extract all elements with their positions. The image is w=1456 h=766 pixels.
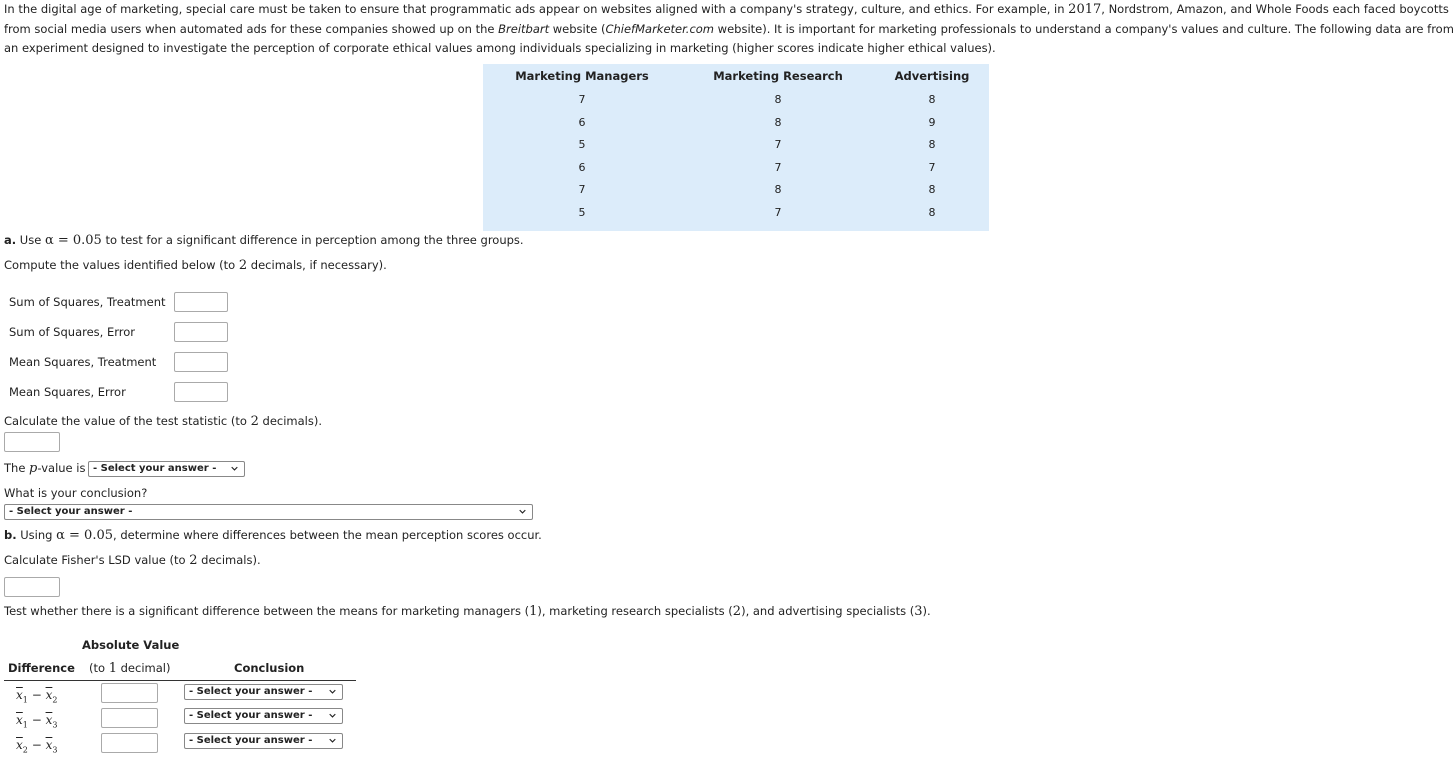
- part-a-prompt: [4, 233, 524, 248]
- lsd-instruction: [4, 553, 261, 568]
- diff-label-2-3: $\overline{x}_2 - \overline{x}_3$: [16, 738, 58, 755]
- test-text: ), and advertising specialists (: [741, 604, 915, 618]
- subscript: 2: [52, 695, 58, 705]
- test-statistic-instruction: [4, 414, 322, 429]
- part-b-label: b.: [4, 528, 17, 542]
- part-a-text: to test for a significant difference in perception among the three groups.: [101, 233, 524, 247]
- cell: 7: [928, 160, 936, 174]
- pvalue-text: The: [4, 461, 30, 475]
- intro-year: 2017: [1068, 2, 1102, 17]
- col-marketing-research: [681, 64, 875, 225]
- decimal-text: decimal): [116, 661, 171, 675]
- ss-error-label: Sum of Squares, Error: [9, 325, 136, 339]
- part-a-label: a.: [4, 233, 17, 247]
- subscript: 1: [22, 720, 28, 730]
- subscript: 3: [52, 745, 58, 755]
- abs-diff-2-3-input[interactable]: [101, 733, 158, 753]
- cell: 8: [928, 93, 936, 106]
- decimal-num: 1: [108, 661, 117, 676]
- select-placeholder: - Select your answer -: [189, 710, 313, 721]
- intro-paragraph: [4, 0, 1454, 59]
- cell: 7: [774, 138, 782, 152]
- abs-diff-1-3-input[interactable]: [101, 708, 158, 728]
- pvalue-select[interactable]: [88, 461, 245, 477]
- compute-text: decimals, if necessary).: [247, 258, 387, 272]
- subscript: 2: [22, 745, 28, 755]
- pvalue-p: p: [29, 461, 38, 476]
- select-placeholder: - Select your answer -: [189, 735, 313, 746]
- table-divider: [4, 680, 356, 681]
- ss-treatment-input[interactable]: [174, 292, 228, 312]
- stat-num: 2: [250, 414, 259, 429]
- intro-text-2: , Nordstrom, Amazon, and Whole Foods each faced boycotts from social media users when automated ads for these companies showed up on the: [4, 2, 1449, 36]
- abs-diff-1-2-input[interactable]: [101, 683, 158, 703]
- pvalue-label: [4, 461, 85, 476]
- cell: 7: [578, 93, 586, 106]
- part-b-prompt: [4, 528, 542, 543]
- cell: 6: [578, 160, 586, 174]
- conclusion-2-3-select[interactable]: [184, 733, 343, 749]
- lsd-text: decimals).: [197, 553, 261, 567]
- ms-treatment-label: Mean Squares, Treatment: [9, 355, 157, 369]
- cell: 7: [578, 183, 586, 197]
- cell: 7: [774, 160, 782, 174]
- group-num: 3: [914, 604, 923, 619]
- lsd-text: Calculate Fisher's LSD value (to: [4, 553, 190, 567]
- part-b-text: , determine where differences between the mean perception scores occur.: [113, 528, 542, 542]
- conclusion-1-3-select[interactable]: [184, 708, 343, 724]
- chevron-down-icon: [231, 465, 238, 472]
- alpha-expression: α = 0.05: [56, 528, 114, 543]
- cell: 7: [774, 205, 782, 219]
- ms-treatment-input[interactable]: [174, 352, 228, 372]
- xbar: $\overline{x}$: [45, 738, 53, 752]
- subscript: 3: [52, 720, 58, 730]
- col-advertising: [875, 64, 989, 225]
- select-placeholder: - Select your answer -: [189, 686, 313, 697]
- intro-text-1: In the digital age of marketing, special care must be taken to ensure that programmatic ads appear on websites aligned with a company's strategy, culture, and ethics. For example, in: [4, 2, 1069, 16]
- chevron-down-icon: [519, 508, 526, 515]
- ms-error-label: Mean Squares, Error: [9, 385, 126, 399]
- header-marketing-managers: Marketing Managers: [515, 69, 649, 83]
- test-statistic-input[interactable]: [4, 432, 60, 452]
- ss-treatment-label: Sum of Squares, Treatment: [9, 295, 166, 309]
- alpha-expression: α = 0.05: [44, 233, 102, 248]
- group-num: 2: [732, 604, 742, 619]
- xbar: $\overline{x}$: [16, 713, 23, 727]
- compute-instruction: [4, 258, 387, 273]
- cell: 5: [578, 205, 586, 219]
- select-placeholder: - Select your answer -: [93, 463, 217, 474]
- cell: 8: [928, 183, 936, 197]
- cell: 8: [928, 138, 936, 152]
- xbar: $\overline{x}$: [16, 738, 23, 752]
- xbar: $\overline{x}$: [45, 688, 53, 702]
- intro-site-breitbart: Breitbart: [498, 21, 550, 36]
- xbar: $\overline{x}$: [45, 713, 53, 727]
- cell: 8: [774, 183, 782, 197]
- lsd-num: 2: [189, 553, 198, 568]
- compute-text: Compute the values identified below (to: [4, 258, 239, 272]
- part-b-text: Using: [16, 528, 57, 542]
- part-a-text: Use: [16, 233, 45, 247]
- col-header-absolute-value: Absolute Value: [82, 638, 180, 652]
- cell: 8: [928, 205, 936, 219]
- decimal-text: (to: [89, 661, 109, 675]
- test-text: Test whether there is a significant difference between the means for marketing managers (: [4, 604, 530, 618]
- test-text: ), marketing research specialists (: [537, 604, 733, 618]
- stat-text: decimals).: [258, 414, 323, 428]
- test-text: ).: [922, 604, 931, 618]
- conclusion-1-2-select[interactable]: [184, 684, 343, 700]
- cell: 5: [578, 138, 586, 152]
- chevron-down-icon: [329, 737, 336, 744]
- select-placeholder: - Select your answer -: [9, 506, 133, 517]
- diff-label-1-3: $\overline{x}_1 - \overline{x}_3$: [16, 713, 58, 730]
- col-header-conclusion: Conclusion: [234, 661, 305, 675]
- means-test-instruction: [4, 604, 931, 619]
- cell: 8: [774, 93, 782, 106]
- cell: 8: [774, 115, 782, 129]
- subscript: 1: [22, 695, 28, 705]
- group-num: 1: [529, 604, 538, 619]
- chevron-down-icon: [329, 712, 336, 719]
- cell: 9: [928, 115, 936, 129]
- compute-num: 2: [238, 258, 248, 273]
- conclusion-question: What is your conclusion?: [4, 486, 148, 500]
- col-header-decimal: [89, 661, 170, 676]
- diff-label-1-2: $\overline{x}_1 - \overline{x}_2$: [16, 688, 58, 705]
- stat-text: Calculate the value of the test statistic (to: [4, 414, 251, 428]
- lsd-input[interactable]: [4, 577, 60, 597]
- pvalue-text: -value is: [37, 461, 86, 475]
- intro-site-chiefmarketer: ChiefMarketer.com: [605, 21, 715, 36]
- header-marketing-research: Marketing Research: [713, 69, 843, 83]
- conclusion-select[interactable]: [4, 504, 533, 520]
- ss-error-input[interactable]: [174, 322, 228, 342]
- intro-text-3: website (: [549, 21, 606, 36]
- col-header-difference: Difference: [8, 661, 75, 675]
- ms-error-input[interactable]: [174, 382, 228, 402]
- col-marketing-managers: [483, 64, 681, 225]
- chevron-down-icon: [329, 688, 336, 695]
- data-table: [483, 64, 989, 231]
- intro-text-4: website). It is important for marketing professionals to understand a company's values and culture. The following data are from an experiment designed to investigate the perception of corporate ethical values among individuals specializing in marketing (higher scores indicate higher ethical values).: [4, 21, 1454, 56]
- header-advertising: Advertising: [894, 69, 970, 83]
- xbar: $\overline{x}$: [16, 688, 23, 702]
- cell: 6: [578, 115, 586, 129]
